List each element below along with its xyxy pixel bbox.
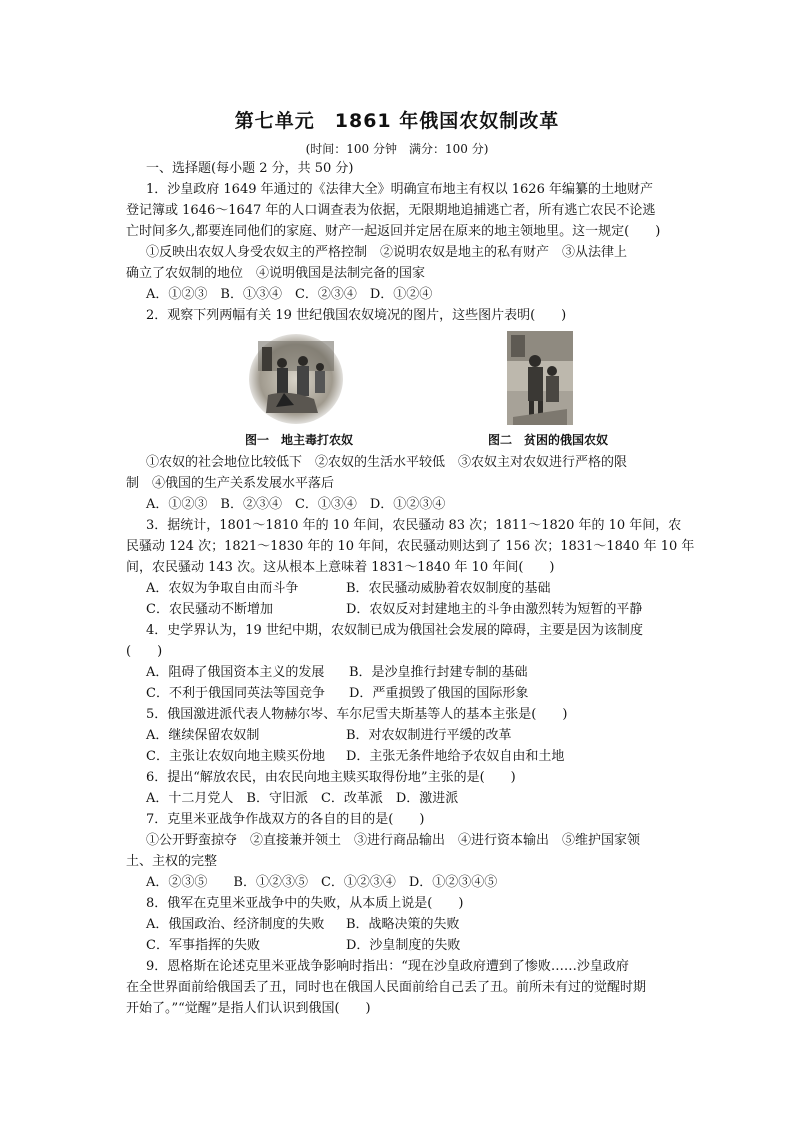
option-a: A．阻碍了俄国资本主义的发展 <box>146 665 325 680</box>
option-row <box>146 747 686 766</box>
question-7-statements: ①公开野蛮掠夺 ②直接兼并领土 ③进行商品输出 ④进行资本输出 ⑤维护国家领 <box>146 833 641 848</box>
option-b: B．农民骚动威胁着农奴制度的基础 <box>346 581 551 596</box>
exam-info: (时间：100 分钟 满分：100 分) <box>305 142 489 156</box>
option-d: D．沙皇制度的失败 <box>346 938 461 953</box>
question-4-stem-cont: ( ) <box>126 644 163 659</box>
question-7-options: A．②③⑤ B．①②③⑤ C．①②③④ D．①②③④⑤ <box>146 875 498 890</box>
option-row <box>146 579 686 598</box>
question-1-stem-cont: 登记簿或 1646～1647 年的人口调查表为依据，无限期地追捕逃亡者，所有逃亡农民不论逃 <box>126 203 656 218</box>
option-a: A．俄国政治、经济制度的失败 <box>146 917 325 932</box>
option-c: C．不利于俄国同英法等国竞争 <box>146 686 325 701</box>
page-title: 第七单元 1861 年俄国农奴制改革 <box>234 110 560 132</box>
question-9-stem-cont: 开始了。”“觉醒”是指人们认识到俄国( ) <box>126 1001 371 1016</box>
question-6-options: A．十二月党人 B．守旧派 C．改革派 D．激进派 <box>146 791 459 806</box>
question-2-stem: 2．观察下列两幅有关 19 世纪俄国农奴境况的图片，这些图片表明( ) <box>146 308 567 323</box>
option-row <box>146 684 686 703</box>
option-b: B．是沙皇推行封建专制的基础 <box>349 665 528 680</box>
question-1-statements: ①反映出农奴人身受农奴主的严格控制 ②说明农奴是地主的私有财产 ③从法律上 <box>146 245 628 260</box>
question-1-stem-cont: 亡时间多久,都要连同他们的家庭、财产一起返回并定居在原来的地主领地里。这一规定( ) <box>126 224 661 239</box>
option-row <box>146 915 686 934</box>
section-heading: 一、选择题(每小题 2 分，共 50 分) <box>146 161 354 176</box>
question-9-stem-cont: 在全世界面前给俄国丢了丑，同时也在俄国人民面前给自己丢了丑。前所未有过的觉醒时期 <box>126 980 647 995</box>
option-row <box>146 663 686 682</box>
question-6-stem: 6．提出“解放农民，由农民向地主赎买取得份地”主张的是( ) <box>146 770 516 785</box>
option-row <box>146 600 686 619</box>
option-d: D．主张无条件地给予农奴自由和土地 <box>346 749 565 764</box>
option-c: C．军事指挥的失败 <box>146 938 260 953</box>
option-c: C．主张让农奴向地主赎买份地 <box>146 749 325 764</box>
option-d: D．严重损毁了俄国的国际形象 <box>349 686 529 701</box>
question-8-stem: 8．俄军在克里米亚战争中的失败，从本质上说是( ) <box>146 896 464 911</box>
option-d: D．农奴反对封建地主的斗争由激烈转为短暂的平静 <box>346 602 643 617</box>
question-3-stem: 3．据统计，1801～1810 年的 10 年间，农民骚动 83 次；1811～1820 年的 10 年间，农 <box>146 518 682 533</box>
option-b: B．对农奴制进行平缓的改革 <box>346 728 512 743</box>
question-1-statements-cont: 确立了农奴制的地位 ④说明俄国是法制完备的国家 <box>126 266 426 281</box>
question-1-options: A．①②③ B．①③④ C．②③④ D．①②④ <box>146 287 433 302</box>
question-4-stem: 4．史学界认为，19 世纪中期，农奴制已成为俄国社会发展的障碍，主要是因为该制度 <box>146 623 643 638</box>
option-c: C．农民骚动不断增加 <box>146 602 273 617</box>
question-3-stem-cont: 民骚动 124 次；1821～1830 年的 10 年间，农民骚动则达到了 156 次；1831～1840 年 10 年 <box>126 539 695 554</box>
option-row <box>146 726 686 745</box>
question-1-stem: 1．沙皇政府 1649 年通过的《法律大全》明确宣布地主有权以 1626 年编纂的土地财产 <box>146 182 653 197</box>
option-row <box>146 936 686 955</box>
figure-2-caption: 图二 贫困的俄国农奴 <box>488 433 609 447</box>
figure-2-image <box>507 331 573 425</box>
option-a: A．农奴为争取自由而斗争 <box>146 581 299 596</box>
question-9-stem: 9．恩格斯在论述克里米亚战争影响时指出：“现在沙皇政府遭到了惨败……沙皇政府 <box>146 959 629 974</box>
question-2-options: A．①②③ B．②③④ C．①③④ D．①②③④ <box>146 497 446 512</box>
option-a: A．继续保留农奴制 <box>146 728 260 743</box>
question-7-statements-cont: 土、主权的完整 <box>126 854 218 869</box>
question-3-stem-cont: 间，农民骚动 143 次。这从根本上意味着 1831～1840 年 10 年间( ) <box>126 560 555 575</box>
figure-1-image <box>248 333 344 425</box>
question-5-stem: 5．俄国激进派代表人物赫尔岑、车尔尼雪夫斯基等人的基本主张是( ) <box>146 707 568 722</box>
option-b: B．战略决策的失败 <box>346 917 460 932</box>
question-7-stem: 7．克里米亚战争作战双方的各自的目的是( ) <box>146 812 425 827</box>
question-2-statements: ①农奴的社会地位比较低下 ②农奴的生活水平较低 ③农奴主对农奴进行严格的限 <box>146 455 628 470</box>
question-2-statements-cont: 制 ④俄国的生产关系发展水平落后 <box>126 476 335 491</box>
figure-1-caption: 图一 地主毒打农奴 <box>245 433 354 447</box>
